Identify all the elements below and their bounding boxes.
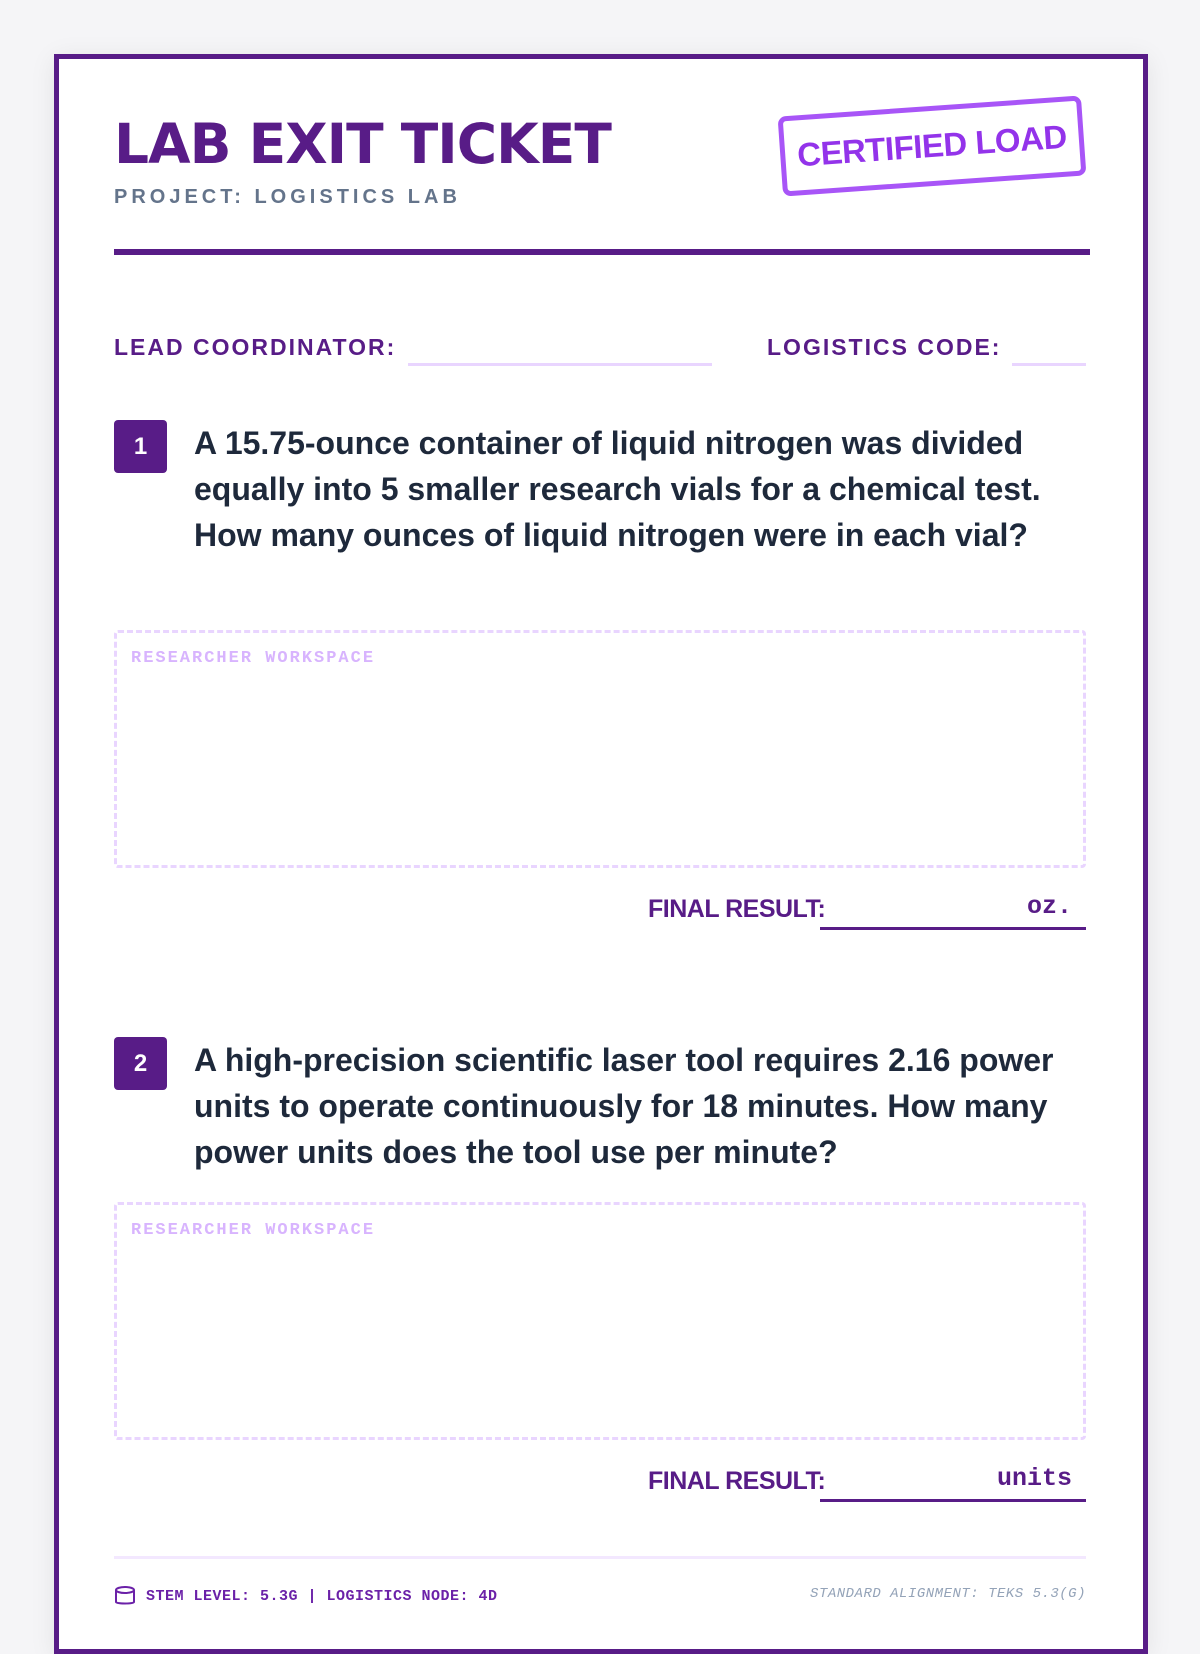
final-result-answer-field[interactable] bbox=[820, 1464, 1086, 1502]
researcher-workspace[interactable] bbox=[114, 1202, 1086, 1440]
final-result-answer-field[interactable] bbox=[820, 892, 1086, 930]
question-text: A high-precision scientific laser tool requires 2.16 power units to operate continuously for 18 minutes. How many power units does the tool use per minute? bbox=[194, 1042, 1054, 1170]
final-result-label: FINAL RESULT: bbox=[648, 1467, 826, 1495]
ticket-header bbox=[114, 112, 1090, 255]
header-fields bbox=[114, 330, 1086, 366]
logistics-code-label: LOGISTICS CODE: bbox=[767, 334, 1002, 360]
footer-level-info bbox=[114, 1586, 498, 1606]
page-title: LAB EXIT TICKET bbox=[114, 112, 611, 176]
question-number-badge: 2 bbox=[114, 1037, 167, 1090]
question-number-badge: 1 bbox=[114, 420, 167, 473]
researcher-workspace[interactable] bbox=[114, 630, 1086, 868]
standard-alignment: STANDARD ALIGNMENT: TEKS 5.3(G) bbox=[810, 1586, 1086, 1602]
result-unit: units bbox=[996, 1464, 1072, 1493]
question-text: A 15.75-ounce container of liquid nitrogen was divided equally into 5 smaller research vials for a chemical test. How many ounces of liquid nitrogen were in each vial? bbox=[194, 425, 1041, 553]
footer-level-text: STEM LEVEL: 5.3G | LOGISTICS NODE: 4D bbox=[146, 1587, 498, 1605]
project-subtitle: PROJECT: LOGISTICS LAB bbox=[114, 186, 461, 208]
lead-coordinator-label: LEAD COORDINATOR: bbox=[114, 334, 397, 360]
final-result-label: FINAL RESULT: bbox=[648, 895, 826, 923]
logistics-code-field[interactable] bbox=[1012, 363, 1086, 366]
database-icon bbox=[114, 1586, 136, 1606]
lead-coordinator-field[interactable] bbox=[408, 363, 712, 366]
certified-stamp: CERTIFIED LOAD bbox=[778, 95, 1087, 196]
workspace-label: RESEARCHER WORKSPACE bbox=[131, 1221, 376, 1240]
workspace-label: RESEARCHER WORKSPACE bbox=[131, 649, 376, 668]
footer-divider bbox=[114, 1556, 1086, 1559]
result-unit: oz. bbox=[1026, 892, 1072, 921]
